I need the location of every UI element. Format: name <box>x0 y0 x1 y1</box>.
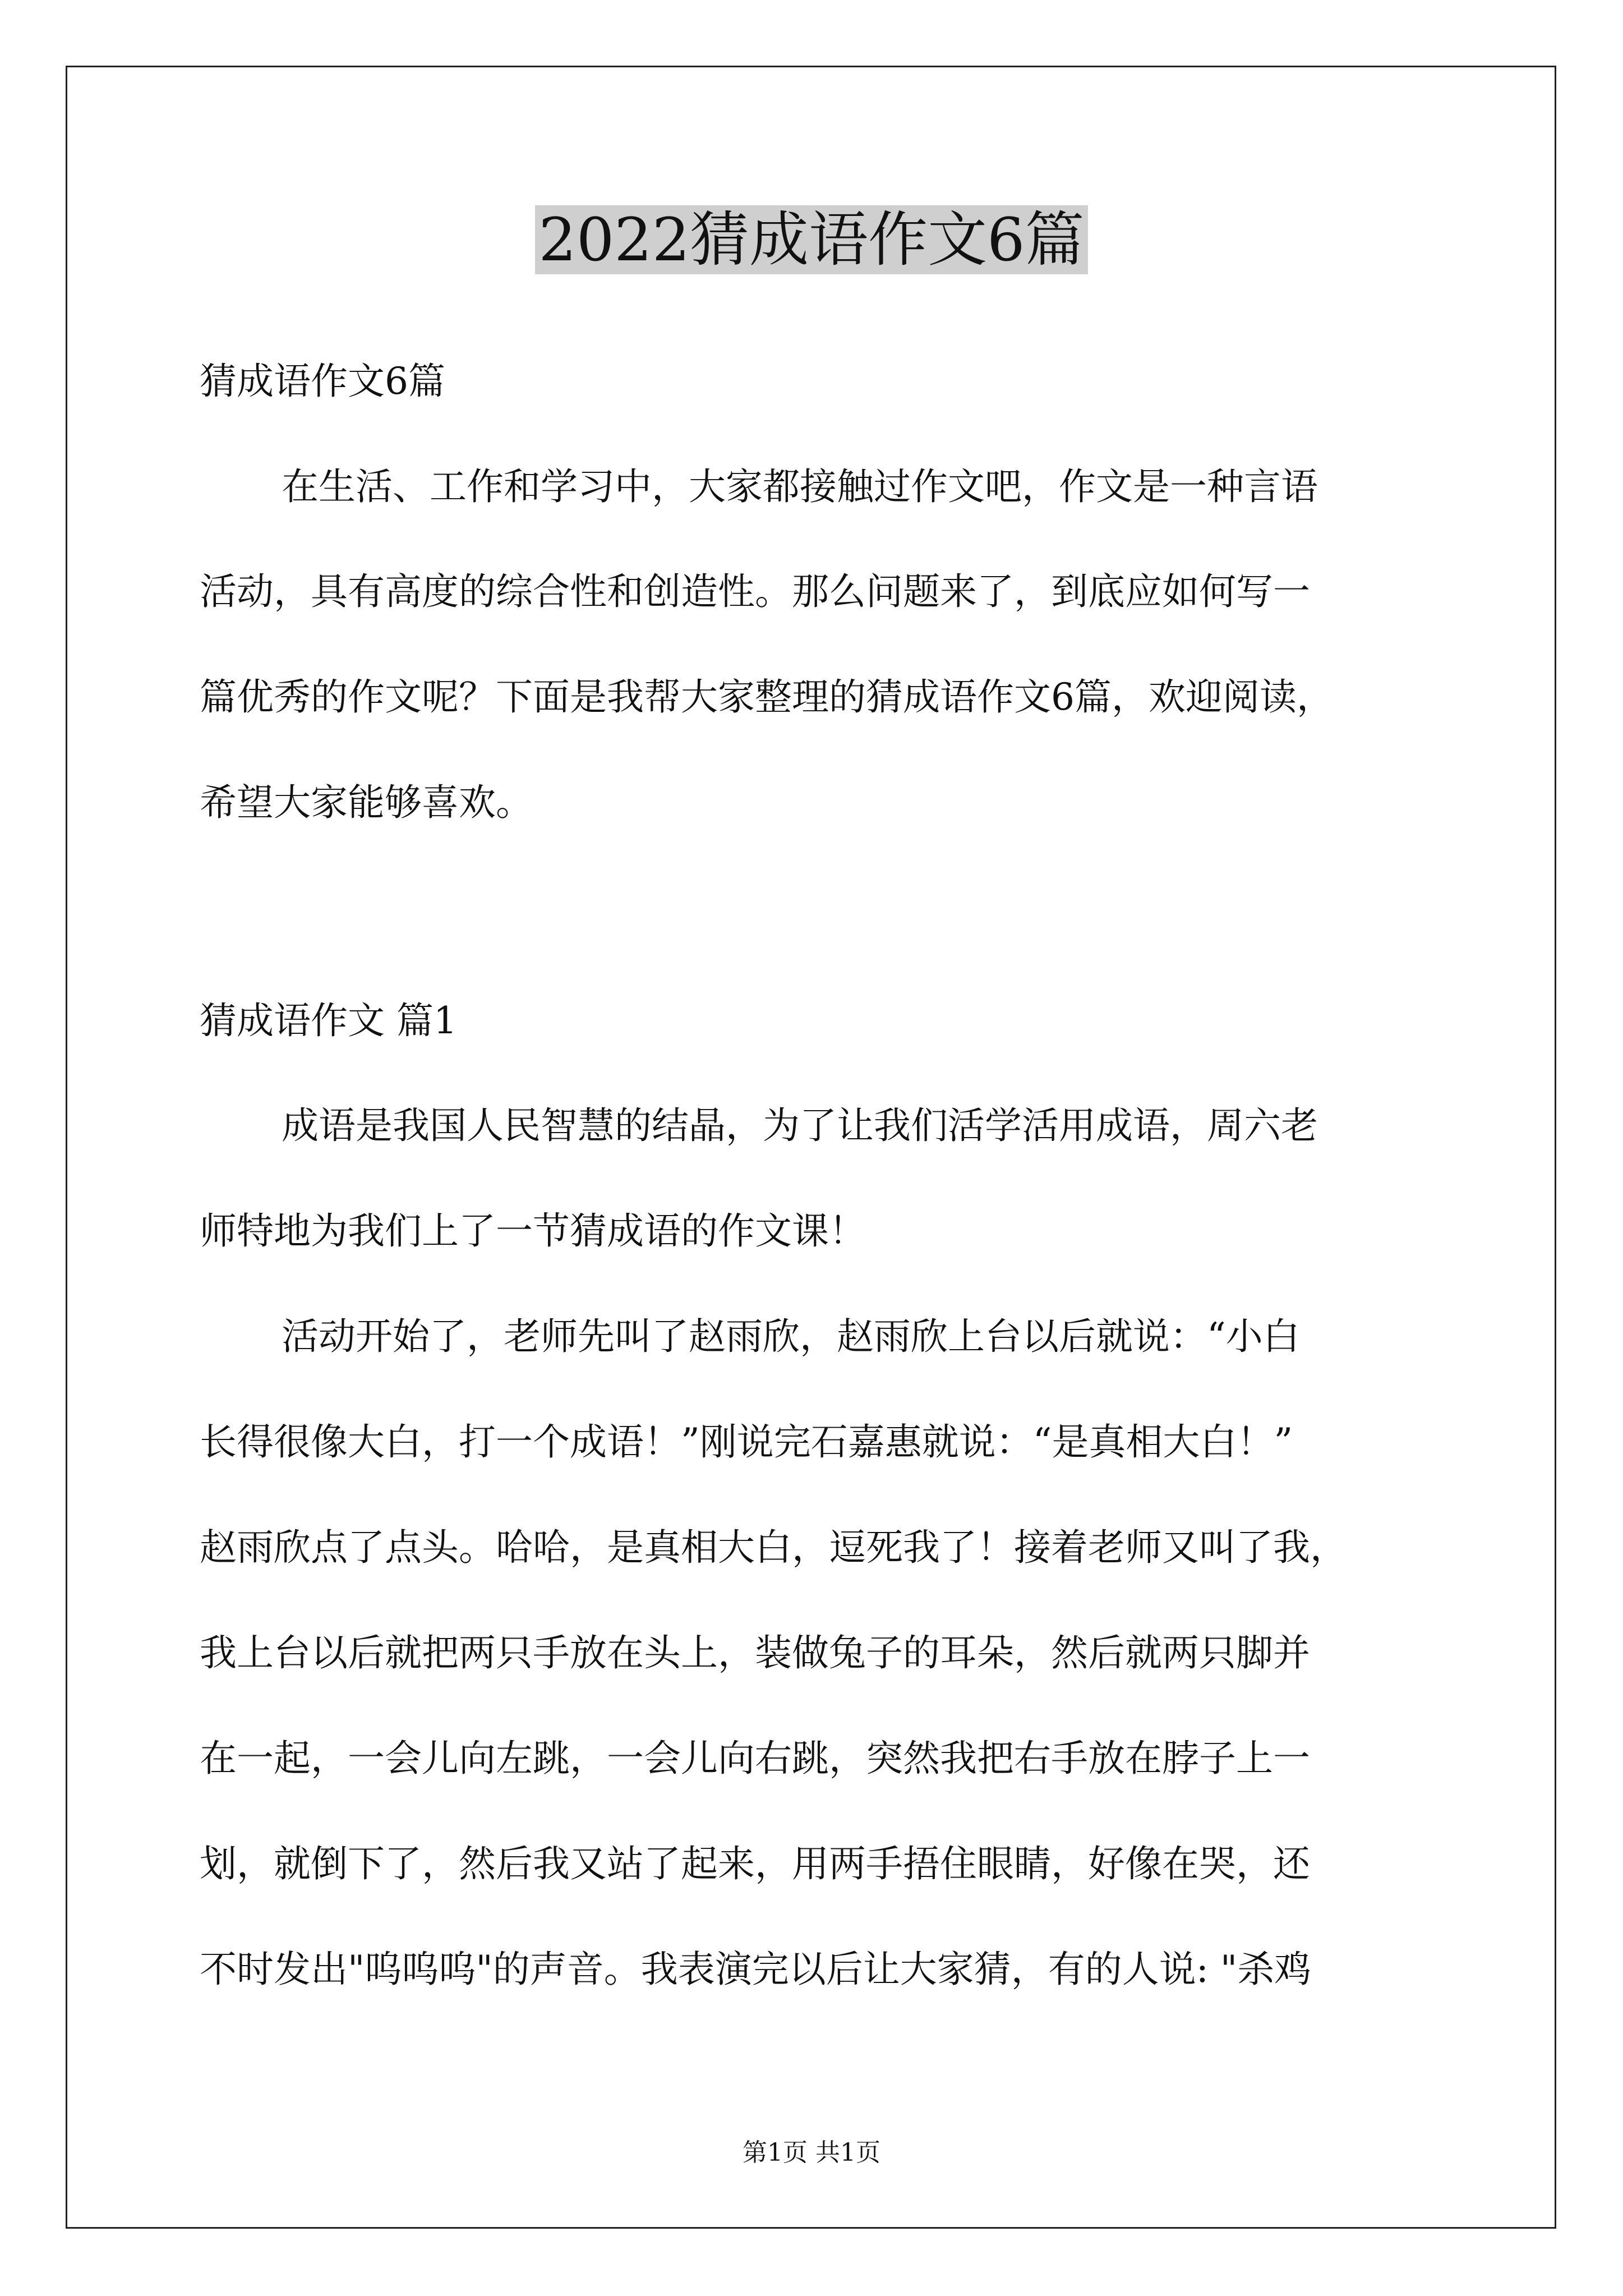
paragraph-line: 长得很像大白，打一个成语！”刚说完石嘉惠就说：“是真相大白！” <box>200 1420 1293 1464</box>
paragraph-line: 师特地为我们上了一节猜成语的作文课！ <box>200 1209 866 1253</box>
intro-line: 在生活、工作和学习中，大家都接触过作文吧，作文是一种言语 <box>282 465 1318 508</box>
intro-line: 篇优秀的作文呢？下面是我帮大家整理的猜成语作文6篇，欢迎阅读， <box>200 675 1334 719</box>
document-title <box>0 201 1623 279</box>
section-heading: 猜成语作文 篇1 <box>200 999 457 1042</box>
paragraph-line: 不时发出"呜呜呜"的声音。我表演完以后让大家猜，有的人说: "杀鸡 <box>200 1948 1312 1991</box>
document-title-text: 2022猜成语作文6篇 <box>535 205 1087 274</box>
paragraph-line: 赵雨欣点了点头。哈哈，是真相大白，逗死我了！接着老师又叫了我， <box>200 1526 1347 1569</box>
document-subtitle: 猜成语作文6篇 <box>200 360 445 403</box>
intro-line: 活动，具有高度的综合性和创造性。那么问题来了，到底应如何写一 <box>200 570 1310 613</box>
paragraph-line: 在一起，一会儿向左跳，一会儿向右跳，突然我把右手放在脖子上一 <box>200 1737 1310 1780</box>
intro-line: 希望大家能够喜欢。 <box>200 781 533 824</box>
page-footer: 第1页 共1页 <box>743 2138 880 2167</box>
paragraph-line: 活动开始了，老师先叫了赵雨欣，赵雨欣上台以后就说：“小白 <box>282 1315 1300 1358</box>
paragraph-line: 成语是我国人民智慧的结晶，为了让我们活学活用成语，周六老 <box>282 1104 1318 1147</box>
paragraph-line: 划，就倒下了，然后我又站了起来，用两手捂住眼睛，好像在哭，还 <box>200 1842 1310 1885</box>
paragraph-line: 我上台以后就把两只手放在头上，装做兔子的耳朵，然后就两只脚并 <box>200 1631 1310 1674</box>
